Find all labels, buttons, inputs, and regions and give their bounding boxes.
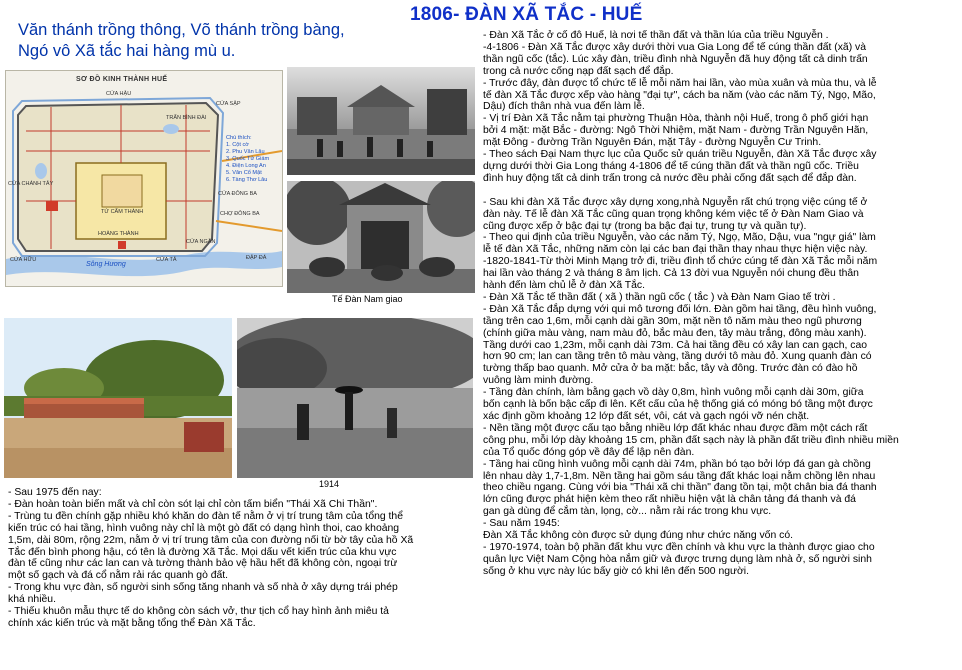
- text-line: khá nhiều.: [8, 594, 56, 606]
- text-line: chính xác kiến trúc và mặt bằng tổng thể Đàn Xã Tắc.: [8, 617, 256, 629]
- text-line: Dậu) đích thân nhà vua đến làm lễ.: [483, 101, 645, 113]
- text-line: bởi 4 mặt: mặt Bắc - đường: Ngô Thời Nhiệm, mặt Nam - đường Trần Nguyên Hãn,: [483, 125, 869, 137]
- text-line: - Đàn hoàn toàn biến mất và chỉ còn sót lại chỉ còn tấm biển "Thái Xã Chi Thần".: [8, 498, 378, 510]
- text-line: lớn cũng được phát hiện kèm theo rất nhiều hiện vật là chân tảng đá thanh và đá: [483, 494, 856, 506]
- text-line: xác định gồm khoảng 12 lớp đất sét, vôi, cát và gạch ngói vỡ nén chặt.: [483, 411, 810, 422]
- legend-item: 3. Quốc Tử Giám: [226, 156, 270, 162]
- map-label-cua-sap: CỬA SẬP: [216, 101, 241, 107]
- map-label-cua-ngan: CỬA NGĂN: [186, 239, 216, 245]
- text-line: mặt Đông - đường Trần Nguyên Đán, mặt Tây - đường Nguyễn Cư Trinh.: [483, 137, 822, 149]
- text-line: thần ngũ cốc (tắc). Lúc xây đàn, triều đình nhà Nguyễn đã huy động tất cả dinh trấn: [483, 53, 868, 65]
- map-label-cua-dong-ba: CỬA ĐÔNG BA: [218, 191, 257, 197]
- text-line: - Trùng tu đền chính gặp nhiều khó khăn do đàn tế nằm ở vị trí trung tâm của tổng thể: [8, 510, 403, 522]
- text-line: Tắc đến bình phong hậu, có tên là đường Xã Tắc. Mọi dấu vết kiến trúc của khu vực: [8, 546, 397, 558]
- text-line: - Vị trí Đàn Xã Tắc nằm tại phường Thuận Hòa, thành nội Huế, trong ô phố giới hạn: [483, 113, 869, 125]
- opening-poem: [18, 20, 398, 62]
- text-line: công phu, mỗi lớp dày khoảng 15 cm, phần đất sạch này là phần đất triều đình nhiều miền: [483, 434, 899, 446]
- text-line: - Trước đây, đàn được tổ chức tế lễ mỗi năm hai lần, vào mùa xuân và mùa thu, và lễ: [483, 77, 877, 89]
- text-line: Tầng dưới cao 1,23m, mỗi cạnh dài 73m. Cả hai tầng đều có xây lan can gạch, cao: [483, 339, 868, 351]
- text-line: trong cả nước cống nạp đất sạch để đắp.: [483, 65, 674, 77]
- text-line: cũng được xếp ở bậc đại tự (trong ba bậc đại tự, trung tự và quần tự).: [483, 220, 807, 232]
- text-line: đình huy động tất cả dinh trấn trong cả nước đều phải cống đất sạch để đắp đàn.: [483, 172, 857, 184]
- text-line: - Trong khu vực đàn, số người sinh sống tăng nhanh và số nhà ở xây dựng trái phép: [8, 582, 398, 594]
- text-line: dựng dưới thời Gia Long tháng 4-1806 để tế cúng thần đất và thần ngũ cốc. Triều: [483, 160, 859, 172]
- photo-ruins-today-image: [4, 318, 232, 478]
- poem-line-1: Văn thánh trồng thông, Võ thánh trồng bàng,: [18, 21, 345, 39]
- text-line: hai lần vào tháng 2 và tháng 8 âm lịch. Cả 13 đời vua Nguyễn nói chung đều thân: [483, 268, 859, 280]
- poem-line-2: Ngó vô Xã tắc hai hàng mù u.: [18, 42, 236, 60]
- photo-old-ceremony-image: [287, 67, 475, 175]
- text-line: hành đến làm chủ lễ ở đàn Xã Tắc.: [483, 280, 646, 292]
- bottom-left-text: [8, 487, 484, 630]
- map-legend: [226, 135, 269, 184]
- page-title: 1806- ĐÀN XÃ TẮC - HUẾ: [410, 4, 643, 25]
- text-line: kiến trúc có hai tầng, hình vuông này chỉ là một gò đất có dạng hình thoi, cao khoảng: [8, 522, 400, 534]
- text-line: tế đàn Xã Tắc được xếp vào hàng "đại tự", cách ba năm (vào các năm Tý, Ngọ, Mão,: [483, 89, 876, 101]
- legend-item: 4. Điện Long An: [226, 163, 266, 169]
- map-label-tu-cam-thanh: TỬ CẤM THÀNH: [101, 209, 144, 215]
- text-line: đàn này. Tế lễ đàn Xã Tắc cũng quan trọng không kém việc tế ở Đàn Nam Giao và: [483, 208, 864, 220]
- text-line: quân lực Việt Nam Cộng hòa nắm giữ và được trưng dụng làm nhà ở, số người sinh: [483, 553, 872, 565]
- text-line: [483, 185, 961, 197]
- map-label-cua-hau: CỬA HẬU: [106, 91, 132, 97]
- text-line: lên nhau dày 1,7-1,8m. Nền tầng hai gồm sáu tầng đất khác loại nằm chồng lên nhau: [483, 470, 876, 482]
- caption-1914: 1914: [319, 479, 340, 489]
- text-line: -4-1806 - Đàn Xã Tắc được xây dưới thời vua Gia Long để tế cúng thần đất (xã) và: [483, 41, 867, 53]
- text-line: - Đàn Xã Tắc ở cố đô Huế, là nơi tế thần đất và thần lúa của triều Nguyễn .: [483, 30, 829, 41]
- xa-tac-marker: [46, 201, 58, 211]
- text-line: - Thiếu khuôn mẫu thực tế do không còn sách vở, thư tịch cổ hay hình ảnh miêu tả: [8, 606, 389, 618]
- right-column-text: [483, 30, 961, 578]
- legend-item: 2. Phu Văn Lâu: [226, 149, 265, 155]
- text-line: - Tầng hai cũng hình vuông mỗi cạnh dài 74m, phần bó tạo bởi lớp đá gan gà chồng: [483, 458, 871, 470]
- legend-title: Chú thích:: [226, 135, 252, 141]
- text-line: Đàn Xã Tắc không còn được sử dụng đúng như chức năng vốn có.: [483, 530, 793, 542]
- photo-nam-giao-image: [287, 181, 475, 293]
- text-line: - Tầng đàn chính, làm bằng gạch vồ dày 0,8m, hình vuông mỗi cạnh dài 30m, giữa: [483, 387, 864, 399]
- hue-citadel-map: [5, 70, 283, 287]
- photo-1914: [237, 318, 473, 478]
- text-line: lễ tế đàn Xã Tắc, những năm còn lại các ban đại thần thay nhau thực hiện việc này.: [483, 244, 868, 256]
- map-label-cho-dong-ba: CHỢ ĐÔNG BA: [220, 211, 260, 217]
- map-label-dap-da: ĐẬP ĐÁ: [246, 255, 267, 261]
- text-line: của Tổ quốc đóng góp về đây để lập nên đàn.: [483, 446, 695, 458]
- caption-nam-giao: Tế Đàn Nam giao: [332, 294, 403, 304]
- text-line: theo chiều ngang. Cùng với bia "Thái xã chi thần" đang tồn tại, một chân bia đá thanh: [483, 482, 877, 494]
- forbidden-city: [102, 175, 142, 207]
- map-label-cua-huu: CỬA HỮU: [10, 257, 37, 263]
- text-line: - Nền tầng một được cấu tạo bằng nhiều lớp đất khác nhau được đầm một cách rất: [483, 422, 868, 434]
- map-label-tran-binh-dai: TRẤN BÌNH ĐÀI: [166, 115, 207, 121]
- text-line: - 1970-1974, toàn bộ phần đất khu vực đền chính và khu vực la thành được giao cho: [483, 541, 875, 553]
- text-line: - Sau năm 1945:: [483, 518, 560, 530]
- text-line: - Đàn Xã Tắc đắp dựng với qui mô tương đối lớn. Đàn gồm hai tầng, đều hình vuông,: [483, 303, 877, 315]
- text-line: một số gạch và đá cổ nằm rải rác quanh gò đất.: [8, 570, 229, 582]
- photo-nam-giao: [287, 181, 475, 293]
- legend-item: 6. Tàng Thơ Lâu: [226, 177, 268, 183]
- text-line: - Đàn Xã Tắc tế thần đất ( xã ) thần ngũ cốc ( tắc ) và Đàn Nam Giao tế trời .: [483, 291, 836, 303]
- text-line: tầng trên cao 1,6m, mỗi cạnh dài gần 30m, mặt nền tô năm màu theo ngũ phương: [483, 315, 862, 327]
- map-label-cua-chanh-tay: CỬA CHÁNH TÂY: [8, 181, 54, 187]
- text-line: -1820-1841-Từ thời Minh Mạng trở đi, triều đình tổ chức cúng tế đàn Xã Tắc mỗi năm: [483, 256, 878, 268]
- text-line: - Theo sách Đại Nam thực lục của Quốc sử quán triều Nguyễn, đàn Xã Tắc được xây: [483, 149, 877, 161]
- text-line: gan gà dùng để cắm tàn, lọng, cờ... nằm rải rác trong khu vực.: [483, 506, 772, 518]
- text-line: (chính giữa màu vàng, nam màu đỏ, bắc màu đen, tây màu trắng, đông màu xanh).: [483, 327, 867, 339]
- text-line: vuông làm minh đường.: [483, 375, 594, 387]
- map-river-label: Sông Hương: [86, 261, 126, 268]
- text-line: tường thấp bao quanh. Mở cửa ở ba mặt: bắc, tây và đông. Trước đàn có đào hồ: [483, 363, 858, 375]
- map-label-hoang-thanh: HOÀNG THÀNH: [98, 231, 139, 237]
- legend-item: 5. Văn Cổ Mật: [226, 170, 262, 176]
- photo-old-ceremony: [287, 67, 475, 175]
- text-line: hơn 90 cm; lan can tầng trên tô màu vàng, tầng dưới tô màu đỏ. Xung quanh đàn có: [483, 351, 872, 363]
- text-line: sống ở khu vực này lúc bấy giờ có khi lên đến 500 người.: [483, 565, 749, 577]
- map-label-cua-ta: CỬA TẢ: [156, 257, 177, 263]
- map-title: SƠ ĐỒ KINH THÀNH HUẾ: [76, 76, 168, 83]
- text-line: đàn tế cũng như các lan can và tường thành bảo vệ hầu hết đã không còn, ngoại trừ: [8, 558, 398, 570]
- text-line: - Sau 1975 đến nay:: [8, 487, 102, 498]
- text-line: - Sau khi đàn Xã Tắc được xây dựng xong,nhà Nguyễn rất chú trọng việc cúng tế ở: [483, 196, 868, 208]
- photo-ruins-today: [4, 318, 232, 478]
- photo-1914-image: [237, 318, 473, 478]
- legend-item: 1. Cột cờ: [226, 142, 249, 148]
- text-line: bốn cạnh là bốn bậc cấp đi lên. Kết cấu của hệ thống giá có móng bó tầng một được: [483, 399, 873, 411]
- text-line: - Theo qui định của triều Nguyễn, vào các năm Tý, Ngọ, Mão, Dậu, vua "ngự giá" làm: [483, 232, 876, 244]
- text-line: 1,5m, dài 80m, rộng 22m, nằm ở vị trí trung tâm của con đường nối từ bờ tây của hồ Xã: [8, 534, 414, 546]
